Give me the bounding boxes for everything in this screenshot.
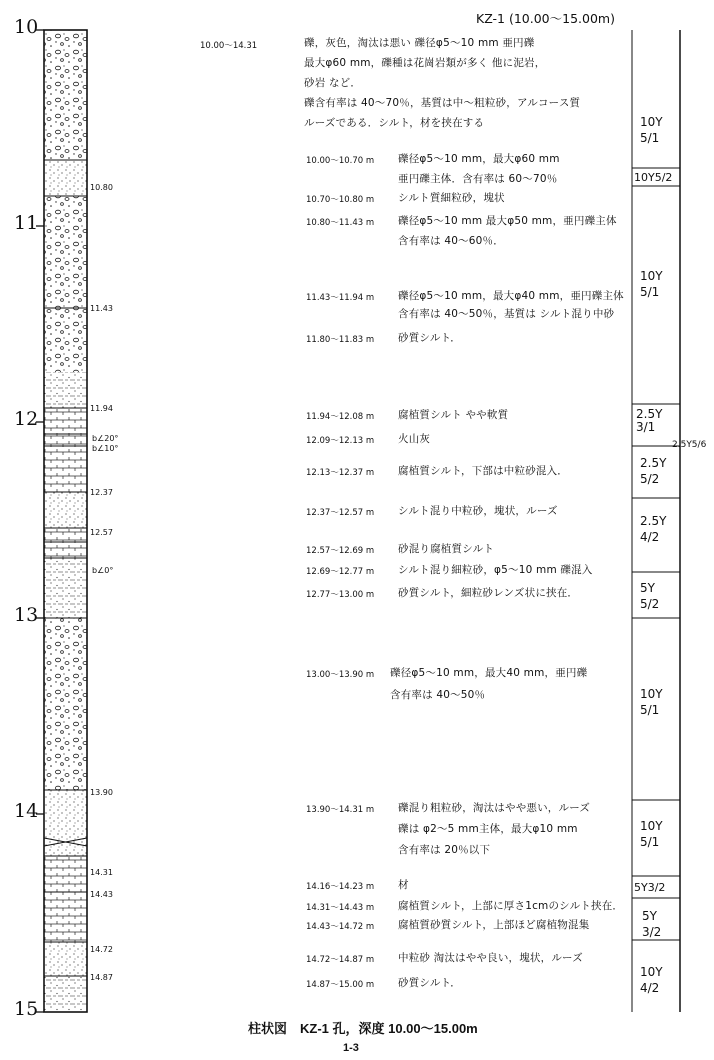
entry-range: 10.00～14.31	[200, 41, 258, 51]
munsell-color: 10Y 5/1	[640, 819, 663, 849]
entry-line: 礫径φ5～10 mm，最大φ60 mm	[398, 153, 560, 165]
boundary-depth: 10.80	[90, 183, 113, 192]
entry-range: 11.80～11.83 m	[306, 335, 375, 345]
entry-line: 含有率は 40～50％	[390, 689, 486, 701]
entry-range: 13.90～14.31 m	[306, 805, 375, 815]
page-number: 1-3	[343, 1042, 359, 1054]
entry-line: 礫，灰色，淘汰は悪い 礫径φ5～10 mm 亜円礫	[304, 37, 535, 49]
borehole-header: KZ-1 (10.00～15.00m)	[476, 11, 615, 26]
entry-line: シルト質細粒砂，塊状	[398, 192, 505, 204]
depth-label: 12	[14, 408, 39, 430]
munsell-color: 2.5Y 5/2	[640, 456, 667, 486]
boundary-depth: 12.37	[90, 488, 113, 497]
boundary-depth: 14.31	[90, 868, 113, 877]
entry-range: 10.00～10.70 m	[306, 156, 375, 166]
entry-line: 材	[398, 879, 409, 891]
entry-range: 12.13～12.37 m	[306, 468, 375, 478]
depth-label: 14	[14, 800, 39, 822]
entry-range: 10.70～10.80 m	[306, 195, 375, 205]
entry-range: 14.72～14.87 m	[306, 955, 375, 965]
boundary-depth: 13.90	[90, 788, 113, 797]
entry-line: 腐植質砂質シルト，上部ほど腐植物混集	[398, 919, 590, 931]
boundary-depth: 14.87	[90, 973, 113, 982]
depth-label: 15	[14, 998, 39, 1020]
munsell-color: 5Y 3/2	[642, 909, 662, 939]
boundary-depth: 14.72	[90, 945, 113, 954]
munsell-color: 10Y5/2	[634, 171, 673, 184]
entry-line: ルーズである．シルト，材を挟在する	[304, 117, 485, 129]
entry-line: 亜円礫主体．含有率は 60～70％	[398, 173, 558, 185]
entry-line: シルト混り中粒砂，塊状，ルーズ	[398, 505, 558, 517]
boundary-depth: 11.43	[90, 304, 113, 313]
entry-line: 礫径φ5～10 mm，最大40 mm，亜円礫	[390, 667, 588, 679]
depth-label: 13	[14, 604, 39, 626]
entry-line: 中粒砂 淘汰はやや良い，塊状，ルーズ	[398, 952, 583, 964]
entry-line: シルト混り細粒砂，φ5～10 mm 礫混入	[398, 564, 593, 576]
entry-line: 砂混り腐植質シルト	[398, 543, 495, 555]
figure-caption: 柱状図 KZ-1 孔，深度 10.00～15.00m	[248, 1021, 478, 1036]
entry-range: 14.31～14.43 m	[306, 903, 375, 913]
munsell-color: 5Y3/2	[634, 881, 666, 894]
entry-line: 砂質シルト．	[398, 332, 461, 344]
munsell-color: 2.5Y5/6	[672, 440, 707, 450]
dip-annotation: b∠20°	[92, 434, 119, 443]
entry-range: 12.37～12.57 m	[306, 508, 375, 518]
depth-label: 10	[14, 16, 39, 38]
entry-range: 10.80～11.43 m	[306, 218, 375, 228]
entry-range: 11.94～12.08 m	[306, 412, 375, 422]
munsell-color: 10Y 5/1	[640, 115, 663, 145]
entry-line: 砂質シルト．	[398, 977, 461, 989]
dip-annotation: b∠0°	[92, 566, 114, 575]
entry-line: 含有率は 20％以下	[398, 844, 491, 856]
entry-line: 礫含有率は 40～70％，基質は中～粗粒砂，アルコース質	[304, 97, 581, 109]
dip-annotation: b∠10°	[92, 444, 119, 453]
entry-range: 12.69～12.77 m	[306, 567, 375, 577]
entry-line: 礫混り粗粒砂，淘汰はやや悪い，ルーズ	[398, 802, 591, 814]
entry-range: 12.09～12.13 m	[306, 436, 375, 446]
entry-range: 13.00～13.90 m	[306, 670, 375, 680]
entry-line: 礫径φ5～10 mm 最大φ50 mm，亜円礫主体	[398, 215, 617, 227]
boundary-depth: 12.57	[90, 528, 113, 537]
entry-line: 腐植質シルト，下部は中粒砂混入．	[398, 465, 568, 477]
boundary-depth: 14.43	[90, 890, 113, 899]
munsell-color: 5Y 5/2	[640, 581, 660, 611]
entry-line: 火山灰	[398, 433, 431, 445]
entry-line: 含有率は 40～60％．	[398, 235, 504, 247]
entry-line: 礫径φ5～10 mm，最大φ40 mm，亜円礫主体	[398, 290, 624, 302]
munsell-color: 10Y 4/2	[640, 965, 663, 995]
entry-range: 14.43～14.72 m	[306, 922, 375, 932]
munsell-color: 10Y 5/1	[640, 687, 663, 717]
entry-line: 腐植質シルト やや軟質	[398, 409, 509, 421]
munsell-color: 10Y 5/1	[640, 269, 663, 299]
entry-line: 砂岩 など．	[304, 77, 362, 89]
entry-line: 腐植質シルト，上部に厚さ1cmのシルト挟在．	[398, 900, 624, 912]
entry-line: 砂質シルト，細粒砂レンズ状に挟在．	[398, 587, 579, 599]
entry-range: 14.87～15.00 m	[306, 980, 375, 990]
entry-line: 最大φ60 mm，礫種は花崗岩類が多く 他に泥岩，	[304, 57, 546, 69]
munsell-color: 2.5Y 3/1	[636, 407, 663, 434]
entry-line: 礫は φ2～5 mm主体，最大φ10 mm	[398, 823, 578, 835]
entry-range: 12.57～12.69 m	[306, 546, 375, 556]
entry-line: 含有率は 40～50％，基質は シルト混り中砂	[398, 308, 615, 320]
munsell-color: 2.5Y 4/2	[640, 514, 667, 544]
entry-range: 14.16～14.23 m	[306, 882, 375, 892]
entry-range: 12.77～13.00 m	[306, 590, 375, 600]
boundary-depth: 11.94	[90, 404, 113, 413]
depth-label: 11	[14, 212, 39, 234]
entry-range: 11.43～11.94 m	[306, 293, 375, 303]
